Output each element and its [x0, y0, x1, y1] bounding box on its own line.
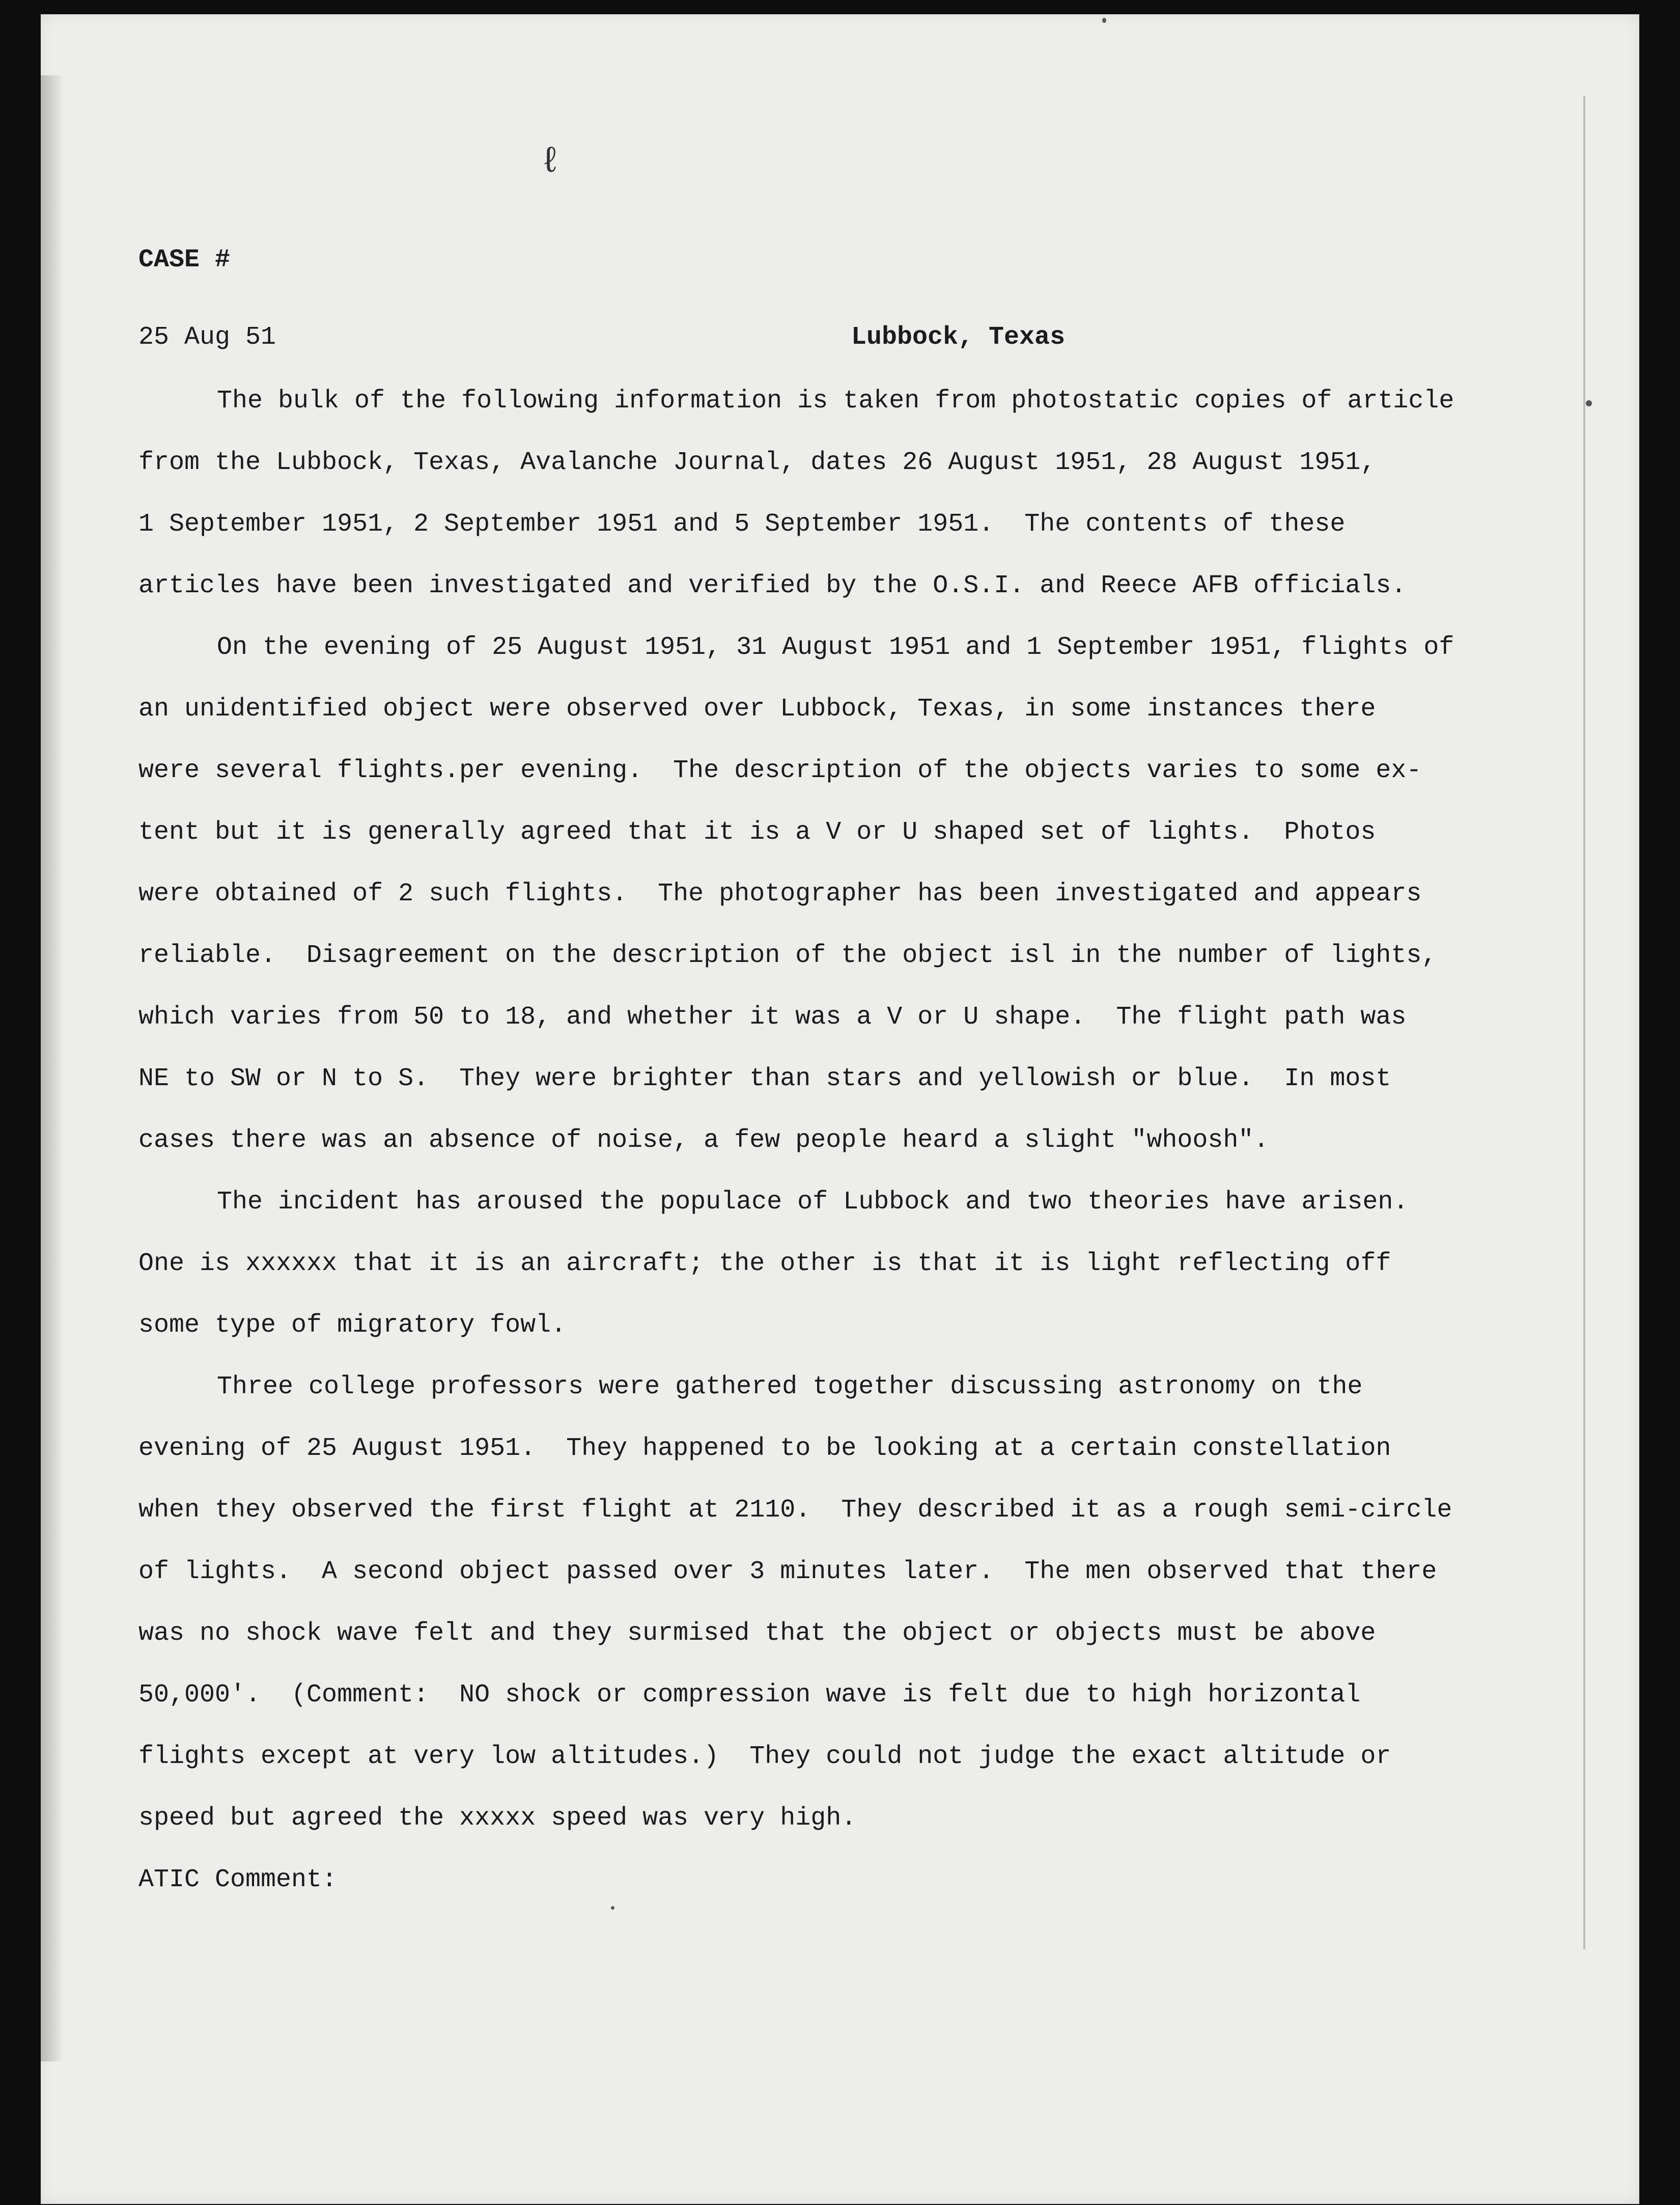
paper-right-edge-line: [1583, 96, 1585, 1949]
body-line: an unidentified object were observed over Lubbock, Texas, in some instances there: [138, 695, 1376, 724]
body-line: of lights. A second object passed over 3 minutes later. The men observed that there: [138, 1557, 1437, 1586]
body-line: reliable. Disagreement on the description of the object isl in the number of lights,: [138, 941, 1437, 970]
body-line: The bulk of the following information is taken from photostatic copies of article: [217, 387, 1454, 416]
body-line: 1 September 1951, 2 September 1951 and 5 September 1951. The contents of these: [138, 510, 1346, 539]
case-date: 25 Aug 51: [138, 323, 276, 352]
speck: [611, 1906, 614, 1910]
body-line: 50,000'. (Comment: NO shock or compression wave is felt due to high horizontal: [138, 1680, 1361, 1710]
body-line: was no shock wave felt and they surmised that the object or objects must be above: [138, 1619, 1376, 1648]
body-line: tent but it is generally agreed that it is a V or U shaped set of lights. Photos: [138, 818, 1376, 847]
body-line: articles have been investigated and verified by the O.S.I. and Reece AFB officials.: [138, 571, 1407, 600]
body-line: One is xxxxxx that it is an aircraft; the other is that it is light reflecting off: [138, 1249, 1391, 1278]
body-line: when they observed the first flight at 2110. They described it as a rough semi-circle: [138, 1496, 1452, 1525]
paper-left-shadow: [41, 75, 63, 2061]
body-line: were obtained of 2 such flights. The photographer has been investigated and appears: [138, 879, 1422, 908]
body-line: were several flights.per evening. The description of the objects varies to some ex-: [138, 756, 1422, 785]
atic-comment-label: ATIC Comment:: [138, 1865, 338, 1894]
body-line: evening of 25 August 1951. They happened to be looking at a certain constellation: [138, 1434, 1391, 1463]
body-line: cases there was an absence of noise, a few people heard a slight "whoosh".: [138, 1126, 1269, 1155]
stray-mark: ℓ: [540, 143, 562, 183]
body-line: Three college professors were gathered together discussing astronomy on the: [217, 1372, 1363, 1401]
case-label: CASE #: [138, 245, 231, 274]
body-line: from the Lubbock, Texas, Avalanche Journal, dates 26 August 1951, 28 August 1951,: [138, 448, 1376, 477]
body-line: On the evening of 25 August 1951, 31 August 1951 and 1 September 1951, flights of: [217, 633, 1454, 662]
body-line: some type of migratory fowl.: [138, 1311, 567, 1340]
speck: [1586, 400, 1592, 406]
case-location: Lubbock, Texas: [851, 323, 1066, 352]
body-line: flights except at very low altitudes.) They could not judge the exact altitude or: [138, 1742, 1391, 1771]
body-line: The incident has aroused the populace of Lubbock and two theories have arisen.: [217, 1188, 1409, 1217]
body-line: NE to SW or N to S. They were brighter than stars and yellowish or blue. In most: [138, 1064, 1391, 1093]
body-line: which varies from 50 to 18, and whether it was a V or U shape. The flight path was: [138, 1003, 1407, 1032]
body-line: speed but agreed the xxxxx speed was very high.: [138, 1804, 857, 1833]
speck: [1102, 18, 1106, 23]
paper-sheet: [41, 14, 1639, 2204]
